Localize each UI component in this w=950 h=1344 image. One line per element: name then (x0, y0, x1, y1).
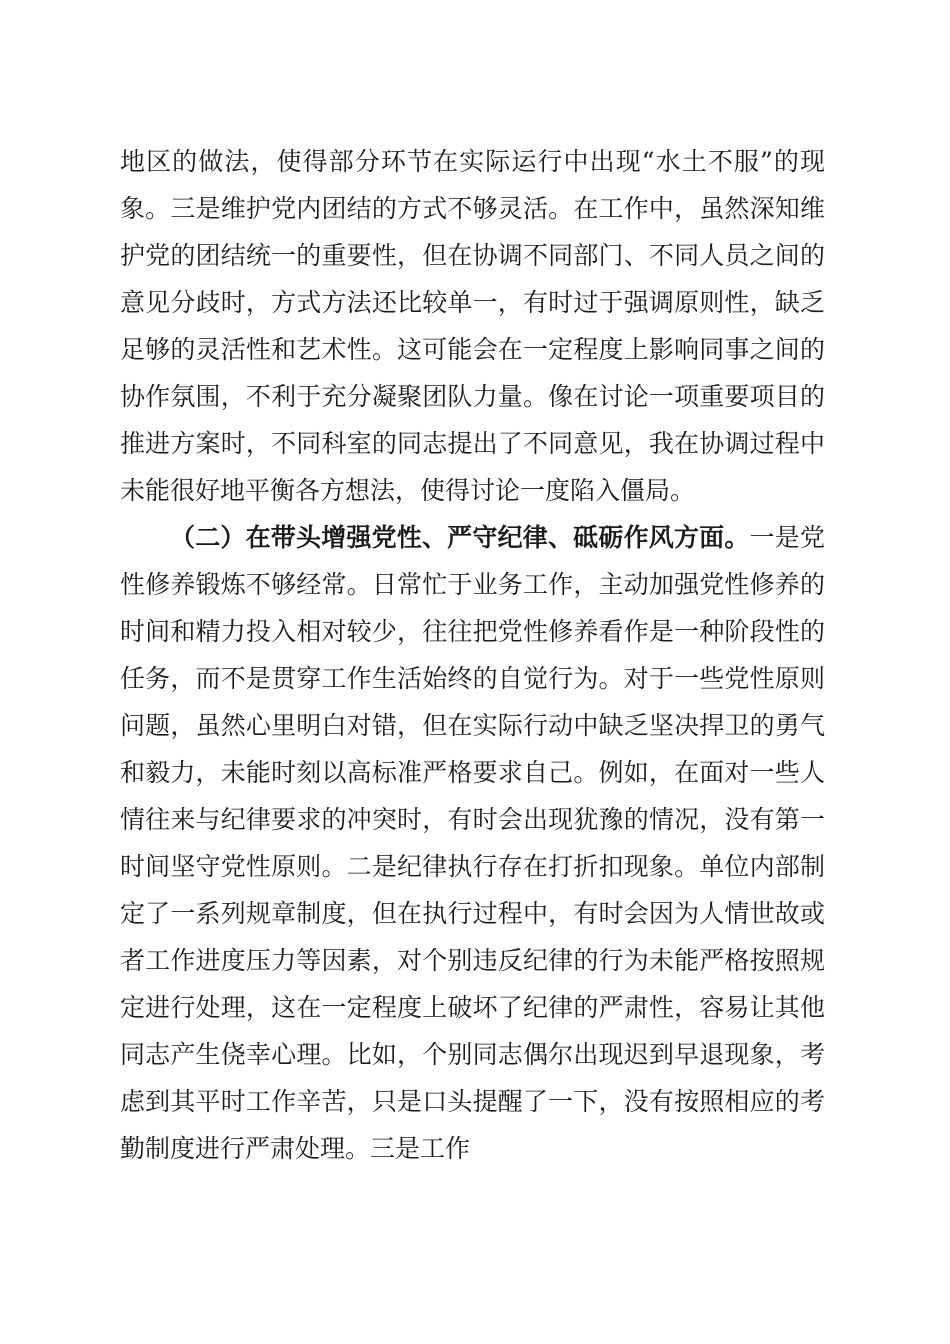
paragraph-continuation: 地区的做法，使得部分环节在实际运行中出现“水土不服”的现象。三是维护党内团结的方式不够灵活。在工作中，虽然深知维护党的团结统一的重要性，但在协调不同部门、不同人员之间的意见分歧时，方式方法还比较单一，有时过于强调原则性，缺乏足够的灵活性和艺术性。这可能会在一定程度上影响同事之间的协作氛围，不利于充分凝聚团队力量。像在讨论一项重要项目的推进方案时，不同科室的同志提出了不同意见，我在协调过程中未能很好地平衡各方想法，使得讨论一度陷入僵局。 (120, 147, 825, 505)
body-text (120, 138, 825, 1172)
section-heading: （二）在带头增强党性、严守纪律、砥砺作风方面。 (170, 523, 750, 552)
paragraph-section-two (120, 514, 825, 1172)
section-body: 一是党性修养锻炼不够经常。日常忙于业务工作，主动加强党性修养的时间和精力投入相对较少，往往把党性修养看作是一种阶段性的任务，而不是贯穿工作生活始终的自觉行为。对于一些党性原则问题，虽然心里明白对错，但在实际行动中缺乏坚决捍卫的勇气和毅力，未能时刻以高标准严格要求自己。例如，在面对一些人情往来与纪律要求的冲突时，有时会出现犹豫的情况，没有第一时间坚守党性原则。二是纪律执行存在打折扣现象。单位内部制定了一系列规章制度，但在执行过程中，有时会因为人情世故或者工作进度压力等因素，对个别违反纪律的行为未能严格按照规定进行处理，这在一定程度上破坏了纪律的严肃性，容易让其他同志产生侥幸心理。比如，个别同志偶尔出现迟到早退现象，考虑到其平时工作辛苦，只是口头提醒了一下，没有按照相应的考勤制度进行严肃处理。三是工作 (120, 523, 825, 1163)
